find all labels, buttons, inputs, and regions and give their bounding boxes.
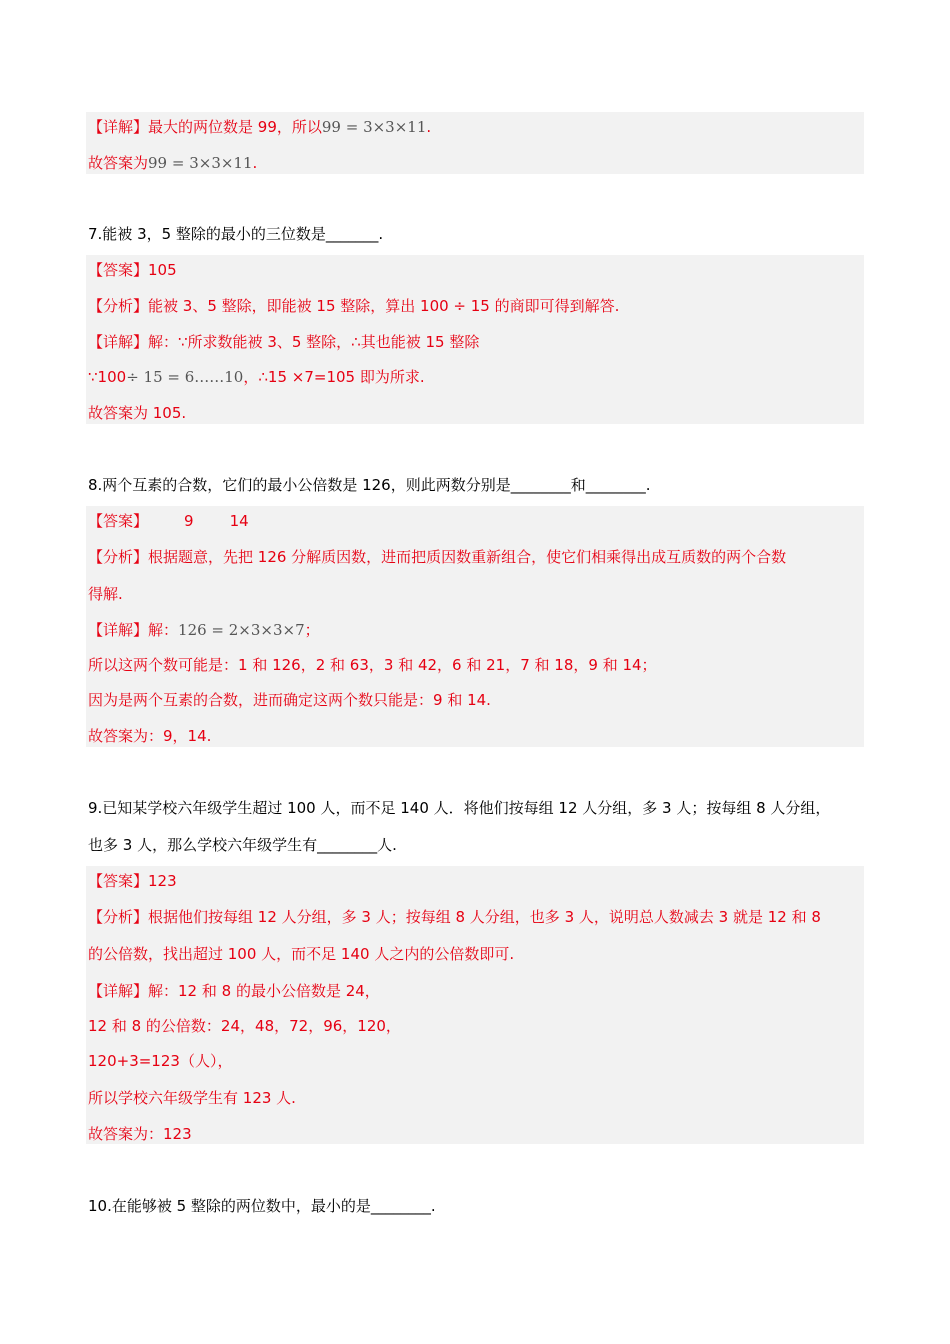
answer-label: 【答案】 [88, 261, 149, 279]
answer-label: 【答案】 [88, 872, 149, 890]
question-7: 7.能被 3，5 整除的最小的三位数是_______. [88, 225, 384, 243]
detail-line-9: 【详解】解：12 和 8 的最小公倍数是 24， [88, 982, 380, 1000]
detail-label: 【详解】 [88, 333, 149, 351]
detail-line-9-b: 12 和 8 的公倍数：24，48，72，96，120， [88, 1017, 401, 1035]
question-10: 10.在能够被 5 整除的两位数中，最小的是________. [88, 1197, 436, 1215]
detail-line-7-b: ∵100÷ 15 = 6……10，∴15 ×7=105 即为所求. [88, 368, 425, 386]
math-formula: 99 = 3×3×11 [321, 118, 427, 136]
analysis-label: 【分析】 [88, 297, 149, 315]
detail-label: 【详解】 [88, 118, 149, 136]
detail-line-9-d: 所以学校六年级学生有 123 人. [88, 1089, 296, 1107]
answer-line-7 [88, 260, 177, 280]
answer-line-8 [88, 511, 249, 531]
answer-label: 【答案】 [88, 512, 149, 530]
analysis-label: 【分析】 [88, 548, 149, 566]
analysis-line-9: 【分析】根据他们按每组 12 人分组，多 3 人；按每组 8 人分组，也多 3 人，说明总人数减去 3 就是 12 和 8 [88, 908, 821, 926]
conclusion-line-8: 故答案为：9，14. [88, 727, 212, 745]
question-9-b: 也多 3 人，那么学校六年级学生有________人. [88, 836, 397, 854]
answer-value-1: 9 [184, 512, 194, 530]
question-9: 9.已知某学校六年级学生超过 100 人，而不足 140 人．将他们按每组 12 人分组，多 3 人；按每组 8 人分组， [88, 799, 831, 817]
answer-value: 123 [148, 872, 177, 890]
math-formula: 126 = 2×3×3×7 [178, 621, 305, 639]
math-formula: 99 = 3×3×11 [148, 154, 253, 172]
answer-line-9 [88, 871, 177, 891]
answer-value-2: 14 [229, 512, 249, 530]
detail-line-8-c: 因为是两个互素的合数，进而确定这两个数只能是：9 和 14. [88, 691, 491, 709]
question-8: 8.两个互素的合数，它们的最小公倍数是 126，则此两数分别是________和________. [88, 476, 651, 494]
detail-line-8: 【详解】解：126 = 2×3×3×7； [88, 621, 320, 639]
detail-line-7: 【详解】解：∵所求数能被 3、5 整除，∴其也能被 15 整除 [88, 333, 480, 351]
analysis-label: 【分析】 [88, 908, 149, 926]
detail-label: 【详解】 [88, 982, 149, 1000]
detail-line-6: 【详解】最大的两位数是 99，所以99 = 3×3×11. [88, 118, 432, 136]
detail-label: 【详解】 [88, 621, 149, 639]
conclusion-line-6: 故答案为99 = 3×3×11. [88, 154, 258, 172]
conclusion-line-7: 故答案为 105. [88, 404, 187, 422]
analysis-line-7: 【分析】能被 3、5 整除，即能被 15 整除，算出 100 ÷ 15 的商即可得到解答. [88, 297, 620, 315]
analysis-line-8-b: 得解. [88, 585, 123, 603]
conclusion-line-9: 故答案为：123 [88, 1125, 192, 1143]
analysis-line-8: 【分析】根据题意，先把 126 分解质因数，进而把质因数重新组合，使它们相乘得出成互质数的两个合数 [88, 548, 787, 566]
analysis-line-9-b: 的公倍数，找出超过 100 人，而不足 140 人之内的公倍数即可. [88, 945, 515, 963]
detail-line-9-c: 120+3=123（人）， [88, 1052, 233, 1070]
math-formula: ÷ 15 = 6……10 [126, 368, 244, 386]
detail-line-8-b: 所以这两个数可能是：1 和 126，2 和 63，3 和 42，6 和 21，7 和 18，9 和 14； [88, 656, 657, 674]
answer-value: 105 [148, 261, 177, 279]
